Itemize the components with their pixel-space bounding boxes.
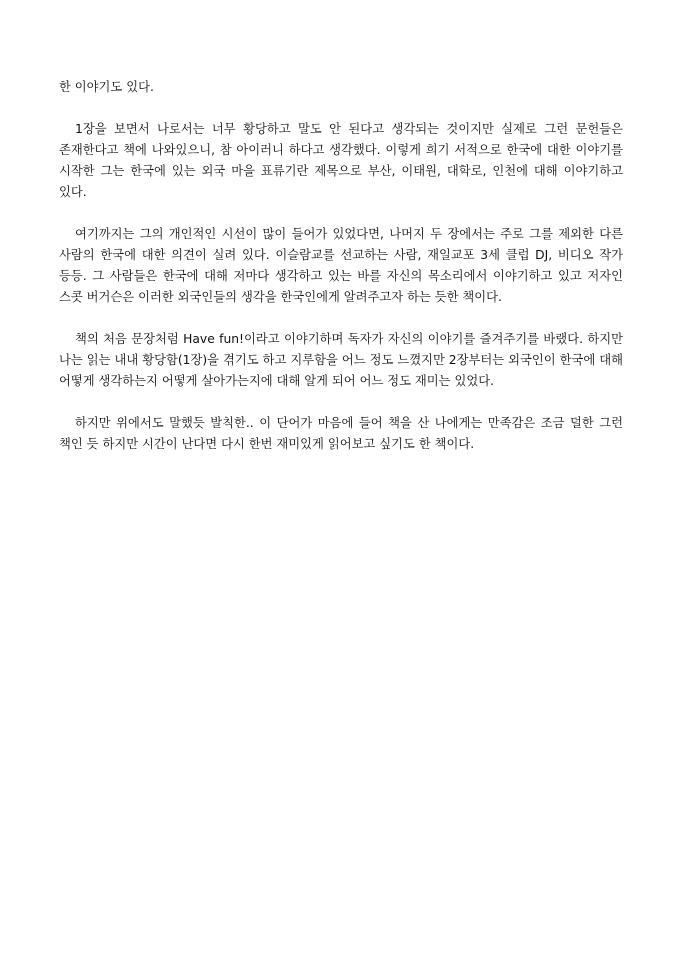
paragraph-continuation: 한 이야기도 있다.: [59, 80, 154, 94]
paragraph-other-voices: 여기까지는 그의 개인적인 시선이 많이 들어가 있었다면, 나머지 두 장에서는 주로 그를 제외한 다른 사람의 한국에 대한 의견이 실려 있다. 이슬람교를 선교하는 사람, 재일교포 3세 클럽 DJ, 비디오 작가 등등. 그 사람들은 한국에 대해 저마다 생각하고 있는 바를 자신의 목소리에서 이야기하고 있고 저자인 스콧 버거슨은 이러한 외국인들의 생각을 한국인에게 알려주고자 하는 듯한 책이다.: [59, 227, 623, 304]
document-body: [59, 77, 623, 476]
paragraph-conclusion: 하지만 위에서도 말했듯 발칙한.. 이 단어가 마음에 들어 책을 산 나에게는 만족감은 조금 덜한 그런 책인 듯 하지만 시간이 난다면 다시 한번 재미있게 읽어보고 싶기도 한 책이다.: [59, 416, 623, 451]
paragraph-chapter-one: 1장을 보면서 나로서는 너무 황당하고 말도 안 된다고 생각되는 것이지만 실제로 그런 문헌들은 존재한다고 책에 나와있으니, 참 아이러니 하다고 생각했다. 이렇게 희기 서적으로 한국에 대한 이야기를 시작한 그는 한국에 있는 외국 마을 표류기란 제목으로 부산, 이태원, 대학로, 인천에 대해 이야기하고 있다.: [59, 122, 623, 199]
paragraph-reading-experience: 책의 처음 문장처럼 Have fun!이라고 이야기하며 독자가 자신의 이야기를 즐겨주기를 바랬다. 하지만 나는 읽는 내내 황당함(1장)을 겪기도 하고 지루함을 어느 정도 느꼈지만 2장부터는 외국인이 한국에 대해 어떻게 생각하는지 어떻게 살아가는지에 대해 알게 되어 어느 정도 재미는 있었다.: [59, 332, 623, 388]
